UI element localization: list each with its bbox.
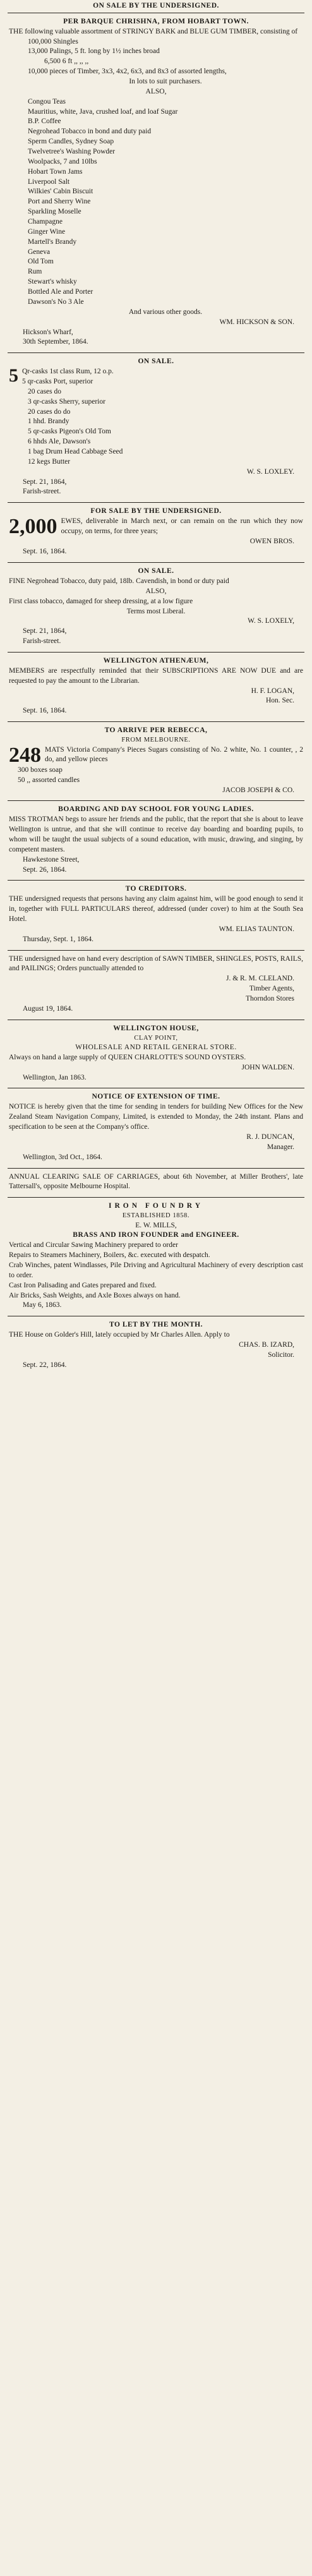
list-item: Mauritius, white, Java, crushed loaf, and loaf Sugar <box>28 107 178 116</box>
list-item: 20 cases do <box>28 387 62 395</box>
date: Wellington, Jan 1863. <box>23 1073 87 1081</box>
ad-school <box>8 802 304 879</box>
newspaper-column <box>8 0 304 1375</box>
ad-text: FINE Negrohead Tobacco, duty paid, 18lb. Cavendish, in bond or duty paid <box>9 577 229 585</box>
list-item: 6,500 6 ft ,, ,, ,, <box>44 57 89 66</box>
terms: Terms most Liberal. <box>126 607 186 615</box>
established: ESTABLISHED 1858. <box>122 1212 190 1220</box>
role: Hon. Sec. <box>265 697 294 705</box>
ad-heading: WELLINGTON ATHENÆUM, <box>103 657 209 665</box>
list-item: Bottled Ale and Porter <box>28 288 93 296</box>
list-item: Sperm Candles, Sydney Soap <box>28 138 114 146</box>
ad-creditors <box>8 882 304 948</box>
date: August 19, 1864. <box>23 1004 73 1013</box>
divider <box>8 1197 304 1198</box>
page-title: ON SALE BY THE UNDERSIGNED. <box>93 2 219 9</box>
ad-athenaeum <box>8 654 304 720</box>
list-item: Twelvetree's Washing Powder <box>28 148 116 156</box>
ad-heading: FOR SALE BY THE UNDERSIGNED. <box>90 507 222 515</box>
signature: OWEN BROS. <box>249 538 294 546</box>
place: Hickson's Wharf, <box>23 328 73 336</box>
divider <box>8 800 304 801</box>
list-item: B.P. Coffee <box>28 117 61 126</box>
ad-text: MEMBERS are respectfully reminded that their SUBSCRIPTIONS ARE NOW DUE and are requested to pay the amount to the Librarian. <box>9 666 303 685</box>
list-item: Congou Teas <box>28 97 66 105</box>
list-item: 13,000 Palings, 5 ft. long by 1½ inches broad <box>28 47 160 56</box>
big-number: 2,000 <box>9 515 57 539</box>
ad-line: WHOLESALE AND RETAIL GENERAL STORE. <box>75 1044 237 1052</box>
place: Farish-street. <box>23 488 61 496</box>
ad-text: Crab Winches, patent Windlasses, Pile Driving and Agricultural Machinery of every description cast to order. <box>9 1261 303 1279</box>
ad-wellington-house <box>8 1021 304 1087</box>
ad-text: NOTICE is hereby given that the time for sending in tenders for building New Offices for the New Zealand Steam Navigation Company, Limited, is extended to Monday, the 24th instant. Plans and specification to be seen at the Company's office. <box>9 1103 303 1131</box>
ad-line: BRASS AND IRON FOUNDER and ENGINEER. <box>73 1231 239 1239</box>
date: Sept. 21, 1864, <box>23 627 67 635</box>
ad-carriages <box>8 1170 304 1196</box>
big-number: 5 <box>9 365 18 387</box>
ad-text: First class tobacco, damaged for sheep dressing, at a low figure <box>9 597 193 605</box>
list-item: In lots to suit purchasers. <box>129 78 202 86</box>
ad-heading: WELLINGTON HOUSE, <box>113 1024 199 1032</box>
signature: R. J. DUNCAN, <box>246 1133 294 1141</box>
list-item: 5 qr-casks Port, superior <box>22 377 93 385</box>
date: Sept. 22, 1864. <box>23 1361 67 1369</box>
role: Solicitor. <box>268 1351 294 1359</box>
ad-text: EWES, deliverable in March next, or can remain on the run which they now occupy, on terms, for three years; <box>61 517 303 535</box>
list-item: Stewart's whisky <box>28 278 77 286</box>
list-item: Port and Sherry Wine <box>28 198 91 206</box>
list-item: Geneva <box>28 248 51 256</box>
ad-timber <box>8 15 304 351</box>
list-item: 1 hhd. Brandy <box>28 418 69 426</box>
ad-tobacco <box>8 564 304 651</box>
list-item: Rum <box>28 268 42 276</box>
ad-text: 50 ,, assorted candles <box>18 776 80 784</box>
ad-heading: NOTICE OF EXTENSION OF TIME. <box>92 1093 220 1101</box>
ad-to-let <box>8 1318 304 1374</box>
date: Sept. 21, 1864, <box>23 478 67 486</box>
list-item: Old Tom <box>28 258 54 266</box>
ad-heading: TO ARRIVE PER REBECCA, <box>104 726 208 735</box>
list-item: 3 qr-casks Sherry, superior <box>28 397 105 406</box>
list-item: Negrohead Tobacco in bond and duty paid <box>28 128 152 136</box>
signature: J. & R. M. CLELAND. <box>226 975 294 983</box>
ad-subheading: FROM MELBOURNE. <box>121 737 191 744</box>
ad-subheading: CLAY POINT, <box>134 1034 178 1042</box>
also-label: ALSO, <box>145 587 167 595</box>
place: Hawkestone Street, <box>23 855 80 864</box>
list-item: Qr-casks 1st class Rum, 12 o.p. <box>22 368 114 376</box>
list-item: 100,000 Shingles <box>28 37 78 45</box>
date: Wellington, 3rd Oct., 1864. <box>23 1153 102 1161</box>
list-item: Liverpool Salt <box>28 178 70 186</box>
divider <box>8 880 304 881</box>
list-item: 6 hhds Ale, Dawson's <box>28 438 91 446</box>
ad-sawn-timber <box>8 952 304 1018</box>
place: Farish-street. <box>23 637 61 646</box>
ad-text: MATS Victoria Company's Pieces Sugars consisting of No. 2 white, No. 1 counter, , 2 do, and yellow pieces <box>45 745 303 764</box>
list-item: 1 bag Drum Head Cabbage Seed <box>28 447 123 455</box>
signature: JACOB JOSEPH & CO. <box>222 786 294 794</box>
ad-rebecca <box>8 723 304 799</box>
list-item: 10,000 pieces of Timber, 3x3, 4x2, 6x3, and 8x3 of assorted lengths, <box>28 68 227 76</box>
ad-heading: BOARDING AND DAY SCHOOL FOR YOUNG LADIES. <box>58 805 254 814</box>
list-item: Ginger Wine <box>28 227 66 236</box>
list-item: Wilkies' Cabin Biscuit <box>28 188 93 196</box>
ad-text: Repairs to Steamers Machinery, Boilers, &c. executed with despatch. <box>9 1251 210 1260</box>
ad-ewes <box>8 504 304 561</box>
ad-intro: THE following valuable assortment of STRINGY BARK and BLUE GUM TIMBER, consisting of <box>9 27 298 35</box>
date: 30th September, 1864. <box>23 338 88 346</box>
ad-heading: ON SALE. <box>138 358 174 366</box>
list-item: 5 qr-casks Pigeon's Old Tom <box>28 428 111 436</box>
ad-text: ANNUAL CLEARING SALE OF CARRIAGES, about 6th November, at Miller Brothers', late Tattersall's, opposite Melbourne Hospital. <box>9 1172 303 1191</box>
proprietor: E. W. MILLS, <box>135 1221 177 1229</box>
list-item: Martell's Brandy <box>28 238 77 246</box>
divider <box>8 1168 304 1169</box>
divider <box>8 352 304 353</box>
ad-heading: IRON FOUNDRY <box>109 1202 203 1210</box>
ad-text: THE undersigned requests that persons having any claim against him, will be good enough to send it in, together with FULL PARTICULARS thereof, addressed (under cover) to him at the South Sea Hotel. <box>9 895 303 923</box>
ad-text: MISS TROTMAN begs to assure her friends and the public, that the report that she is about to leave Wellington is untrue, and that she will continue to receive day boarding and boarding pupils, to whom will be taught the usual subjects of a sound education, with music, drawing, and singing, by competent masters. <box>9 816 303 853</box>
timber-list <box>9 37 303 87</box>
also-label: ALSO, <box>145 87 167 95</box>
divider <box>8 721 304 722</box>
list-item: Champagne <box>28 218 63 226</box>
signature: WM. HICKSON & SON. <box>219 318 294 326</box>
divider <box>8 562 304 563</box>
ad-text: 300 boxes soap <box>18 766 63 774</box>
list-item: Sparkling Moselle <box>28 208 81 216</box>
ad-text: Always on hand a large supply of QUEEN CHARLOTTE'S SOUND OYSTERS. <box>9 1053 246 1061</box>
role: Timber Agents, <box>249 985 294 993</box>
ad-text: Cast Iron Palisading and Gates prepared and fixed. <box>9 1281 157 1289</box>
role: Manager. <box>267 1143 294 1151</box>
goods-list <box>9 97 303 318</box>
sale-list <box>9 387 303 467</box>
divider <box>8 652 304 653</box>
list-item: Hobart Town Jams <box>28 167 83 176</box>
ad-text: THE House on Golder's Hill, lately occupied by Mr Charles Allen. Apply to <box>9 1331 230 1339</box>
date: Sept. 26, 1864. <box>23 865 67 874</box>
ad-notice-extension <box>8 1090 304 1166</box>
list-item: And various other goods. <box>128 308 203 316</box>
ad-heading: TO CREDITORS. <box>125 885 187 893</box>
date: Thursday, Sept. 1, 1864. <box>23 935 94 943</box>
date: Sept. 16, 1864. <box>23 548 67 556</box>
ad-rum-sale <box>8 354 304 501</box>
signature: W. S. LOXELY, <box>248 617 294 625</box>
ad-heading: PER BARQUE CHRISHNA, FROM HOBART TOWN. <box>63 17 249 25</box>
signature: W. S. LOXLEY. <box>246 467 294 476</box>
ad-text: THE undersigned have on hand every description of SAWN TIMBER, SHINGLES, POSTS, RAILS, and PAILINGS; Orders punctually attended to <box>9 954 303 973</box>
ad-heading: ON SALE. <box>138 567 174 575</box>
ad-heading: TO LET BY THE MONTH. <box>109 1321 203 1329</box>
list-item: 20 cases do do <box>28 407 71 416</box>
ad-text: Vertical and Circular Sawing Machinery prepared to order <box>9 1241 178 1249</box>
place: Thorndon Stores <box>246 994 294 1002</box>
signature: JOHN WALDEN. <box>241 1063 294 1071</box>
date: Sept. 16, 1864. <box>23 707 67 715</box>
list-item: 12 kegs Butter <box>28 457 71 466</box>
list-item: Woolpacks, 7 and 10lbs <box>28 157 97 166</box>
date: May 6, 1863. <box>23 1301 62 1309</box>
divider <box>8 950 304 951</box>
ad-iron-foundry <box>8 1199 304 1315</box>
signature: WM. ELIAS TAUNTON. <box>219 925 294 933</box>
list-item: Dawson's No 3 Ale <box>28 298 84 306</box>
divider <box>8 502 304 503</box>
ad-text: Air Bricks, Sash Weights, and Axle Boxes always on hand. <box>9 1291 181 1299</box>
big-number: 248 <box>9 743 41 767</box>
signature: H. F. LOGAN, <box>251 687 294 695</box>
signature: CHAS. B. IZARD, <box>239 1341 294 1349</box>
